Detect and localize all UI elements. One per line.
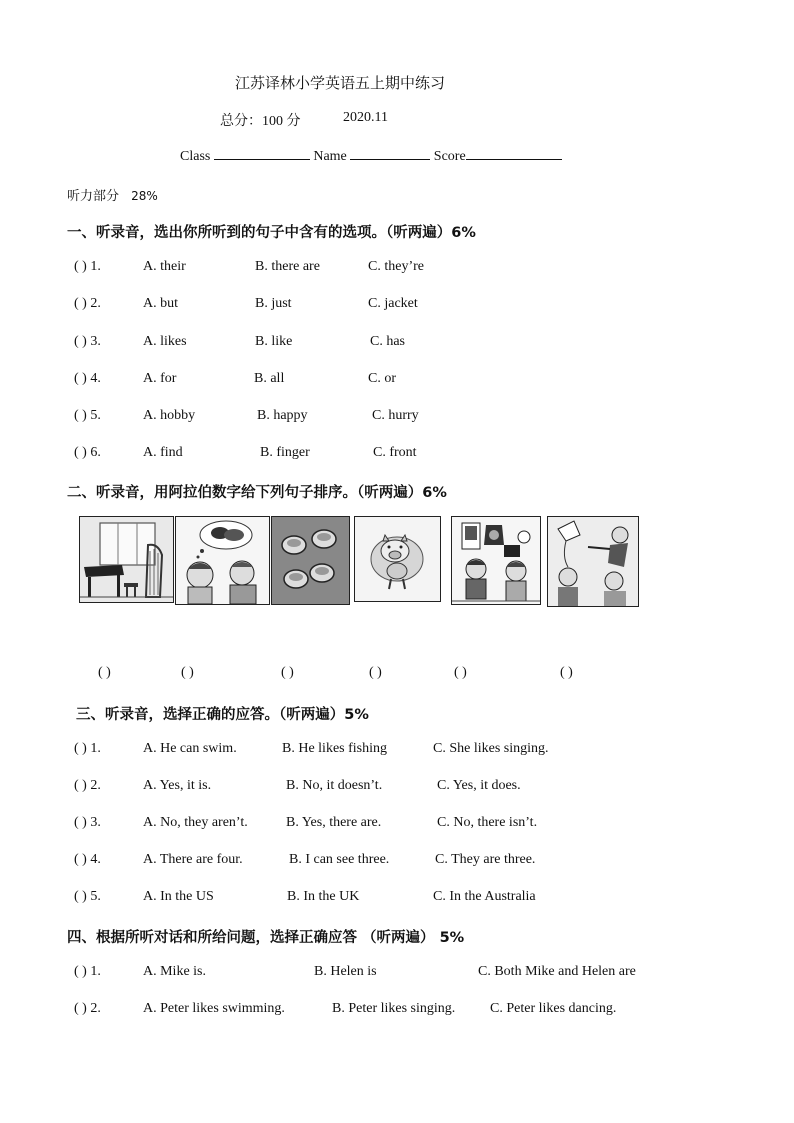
score-blank[interactable]: [466, 147, 562, 160]
option-b: B. all: [254, 371, 285, 386]
question-row: [0, 741, 794, 761]
option-c: C. Both Mike and Helen are: [478, 964, 636, 979]
option-c: C. No, there isn’t.: [437, 815, 538, 830]
question-row: [0, 296, 794, 316]
question-row: [0, 889, 794, 909]
question-row: [0, 371, 794, 391]
option-a: A. hobby: [143, 408, 196, 423]
order-blank-3[interactable]: ( ): [281, 665, 294, 680]
class-label: Class: [180, 149, 211, 164]
answer-blank[interactable]: ( ) 4.: [74, 371, 101, 386]
answer-blank[interactable]: ( ) 3.: [74, 334, 101, 349]
option-c: C. hurry: [372, 408, 419, 423]
total-score: 总分：100 分: [220, 114, 301, 129]
name-blank[interactable]: [350, 147, 430, 160]
option-b: B. Peter likes singing.: [332, 1001, 456, 1016]
answer-blank[interactable]: ( ) 1.: [74, 964, 101, 979]
option-b: B. Helen is: [314, 964, 377, 979]
question-row: [0, 445, 794, 465]
option-c: C. jacket: [368, 296, 418, 311]
option-a: A. He can swim.: [143, 741, 237, 756]
option-a: A. In the US: [143, 889, 214, 904]
section-3-heading: 三、听录音，选择正确的应答。（听两遍）5%: [76, 707, 369, 723]
answer-blank[interactable]: ( ) 6.: [74, 445, 101, 460]
cups-picture: [271, 516, 350, 605]
order-blank-4[interactable]: ( ): [369, 665, 382, 680]
section-2-heading: 二、听录音，用阿拉伯数字给下列句子排序。（听两遍）6%: [67, 485, 447, 501]
answer-blank[interactable]: ( ) 1.: [74, 259, 101, 274]
answer-blank[interactable]: ( ) 5.: [74, 408, 101, 423]
option-b: B. there are: [255, 259, 320, 274]
option-b: B. just: [255, 296, 292, 311]
option-a: A. find: [143, 445, 183, 460]
student-info-line: [180, 147, 562, 165]
question-row: [0, 778, 794, 798]
option-b: B. finger: [260, 445, 310, 460]
option-a: A. likes: [143, 334, 187, 349]
option-b: B. He likes fishing: [282, 741, 387, 756]
section-1-heading: 一、听录音，选出你所听到的句子中含有的选项。（听两遍）6%: [67, 225, 476, 241]
answer-blank[interactable]: ( ) 3.: [74, 815, 101, 830]
option-c: C. In the Australia: [433, 889, 536, 904]
name-label: Name: [313, 149, 347, 164]
option-a: A. No, they aren’t.: [143, 815, 248, 830]
option-a: A. Peter likes swimming.: [143, 1001, 285, 1016]
score-label: Score: [433, 149, 466, 164]
kite-children-picture: [547, 516, 639, 607]
question-row: [0, 408, 794, 428]
order-blank-2[interactable]: ( ): [181, 665, 194, 680]
boys-food-picture: [175, 516, 270, 605]
option-b: B. happy: [257, 408, 308, 423]
option-a: A. Mike is.: [143, 964, 206, 979]
page-title: 江苏译林小学英语五上期中练习: [235, 74, 446, 92]
order-blank-6[interactable]: ( ): [560, 665, 573, 680]
question-row: [0, 334, 794, 354]
answer-blank[interactable]: ( ) 2.: [74, 1001, 101, 1016]
option-a: A. their: [143, 259, 186, 274]
option-c: C. has: [370, 334, 405, 349]
option-b: B. Yes, there are.: [286, 815, 382, 830]
answer-blank[interactable]: ( ) 5.: [74, 889, 101, 904]
option-a: A. Yes, it is.: [143, 778, 212, 793]
option-b: B. In the UK: [287, 889, 360, 904]
answer-blank[interactable]: ( ) 1.: [74, 741, 101, 756]
listening-label: 听力部分 28%: [67, 189, 158, 204]
exam-date: 2020.11: [343, 110, 388, 125]
option-b: B. No, it doesn’t.: [286, 778, 383, 793]
pig-picture: [354, 516, 441, 602]
class-blank[interactable]: [214, 147, 310, 160]
order-blank-1[interactable]: ( ): [98, 665, 111, 680]
option-a: A. but: [143, 296, 178, 311]
option-b: B. like: [255, 334, 293, 349]
answer-blank[interactable]: ( ) 4.: [74, 852, 101, 867]
question-row: [0, 1001, 794, 1021]
order-blank-5[interactable]: ( ): [454, 665, 467, 680]
option-c: C. They are three.: [435, 852, 536, 867]
option-b: B. I can see three.: [289, 852, 390, 867]
answer-blank[interactable]: ( ) 2.: [74, 778, 101, 793]
option-a: A. for: [143, 371, 177, 386]
phone-camera-picture: [451, 516, 541, 605]
section-4-heading: 四、根据所听对话和所给问题，选择正确应答 （听两遍） 5%: [67, 930, 465, 946]
option-c: C. Peter likes dancing.: [490, 1001, 617, 1016]
option-c: C. or: [368, 371, 396, 386]
question-row: [0, 964, 794, 984]
option-c: C. She likes singing.: [433, 741, 549, 756]
answer-blank[interactable]: ( ) 2.: [74, 296, 101, 311]
option-c: C. they’re: [368, 259, 424, 274]
option-a: A. There are four.: [143, 852, 243, 867]
question-row: [0, 815, 794, 835]
option-c: C. front: [373, 445, 417, 460]
question-row: [0, 259, 794, 279]
piano-harp-picture: [79, 516, 174, 603]
option-c: C. Yes, it does.: [437, 778, 521, 793]
question-row: [0, 852, 794, 872]
